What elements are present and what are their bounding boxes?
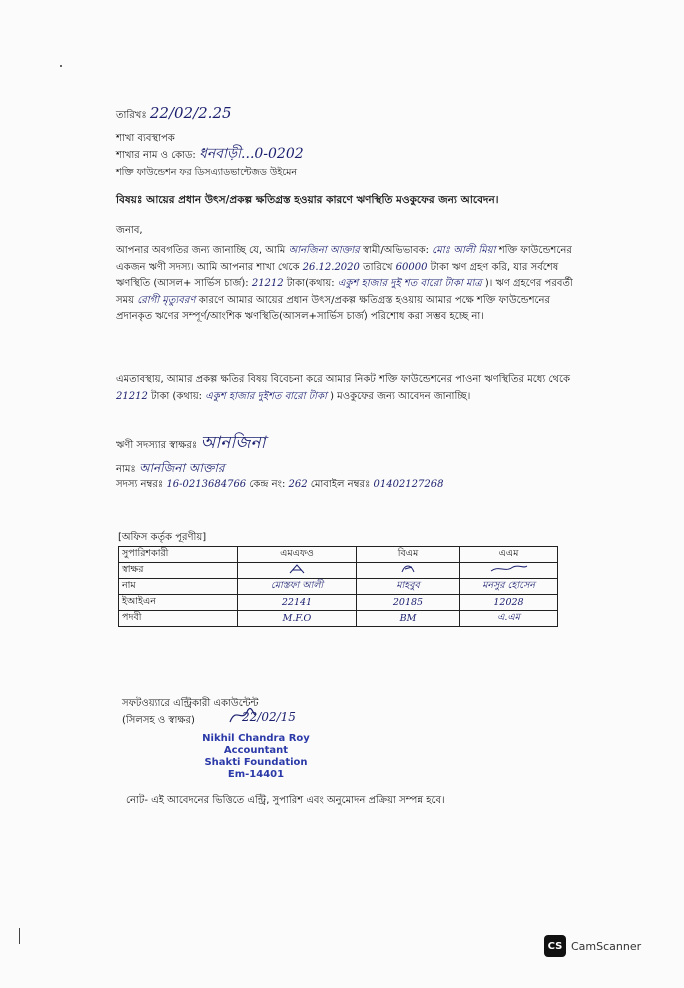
waive-amount-handwritten: 21212: [116, 390, 148, 402]
footer-note: নোট- এই আবেদনের ভিত্তিতে এন্ট্রি, সুপারিশ এবং অনুমোদন প্রক্রিয়া সম্পন্ন হবে।: [126, 795, 445, 806]
guardian-name-handwritten: মোঃ আলী: [432, 245, 476, 256]
member-signature: আনজিনা: [200, 433, 266, 453]
salutation: জনাব,: [116, 225, 143, 236]
scan-edge-mark: [19, 928, 20, 944]
accountant-seal-note: (সিলসহ ও স্বাক্ষর): [122, 715, 195, 726]
member-number: 16-0213684766: [166, 479, 247, 490]
branch-value: ধনবাড়ী...0-0202: [198, 146, 304, 162]
waive-words-handwritten: একুশ হাজার দুইশত বারো টাকা: [205, 390, 327, 402]
mobile-number: 01402127268: [373, 479, 444, 490]
accountant-sign-date: 22/02/15: [242, 710, 296, 724]
organization-line: শক্তি ফাউন্ডেশন ফর ডিসএ্যাডভান্টেজড উইমেন: [116, 167, 298, 178]
member-name: আনজিনা আক্তার: [138, 461, 225, 475]
mfo-signature: [238, 563, 357, 579]
amount-in-words-handwritten: একুশ হাজার দুই শত বারো টাকা মাত্র: [337, 278, 482, 289]
branch-line: [116, 148, 304, 162]
am-signature: [460, 563, 558, 579]
scan-speck: [60, 65, 62, 67]
subject-line: বিষয়ঃ আয়ের প্রধান উৎস/প্রকল্প ক্ষতিগ্রস্ত হওয়ার কারণে ঋণস্থিতি মওকুফের জন্য আবেদন।: [116, 194, 499, 206]
loan-date-handwritten: 26.12.2020: [302, 261, 360, 273]
recipient-title: শাখা ব্যবস্থাপক: [116, 133, 175, 144]
reason-handwritten: রোগী মৃত্যুবরণ: [137, 294, 196, 306]
bm-signature: [357, 563, 460, 579]
applicant-name-handwritten: আনজিনা আক্তার: [288, 245, 360, 256]
accountant-stamp: Nikhil Chandra Roy Accountant Shakti Foundation Em-14401: [202, 733, 310, 780]
loan-amount-handwritten: 60000: [395, 261, 428, 273]
camscanner-watermark: [544, 935, 641, 957]
table-header-row: সুপারিশকারী এমএফও বিএম এএম: [119, 547, 558, 563]
branch-label: শাখার নাম ও কোড:: [116, 150, 196, 161]
application-paragraph-1: আপনার অবগতির জন্য জানাচ্ছি যে, আমি আনজিনা আক্তার স্বামী/অভিভাবক: মোঃ আলী মিয়া শক্তি ফাউন্ডেশনের একজন ঋণী সদস্য। আমি আপনার শাখা থেকে 26.12.2020 তারিখে 60000 টাকা ঋণ গ্রহণ করি, যার সর্বশেষ ঋণস্থিতি (আসল+ সার্ভিস চার্জ): 21212 টাকা(কথায়: একুশ হাজার দুই শত বারো টাকা মাত্র )। ঋণ গ্রহণের পরবর্তী সময় রোগী মৃত্যুবরণ কারণে আমার আয়ের প্রধান উৎস/প্রকল্প ক্ষতিগ্রস্ত হওয়ায় আমার পক্ষে শক্তি ফাউন্ডেশনের প্রদানকৃত ঋণের সম্পূর্ণ/আংশিক ঋণস্থিতি(আসল+সার্ভিস চার্জ) পরিশোধ করা সম্ভব হচ্ছে না।: [116, 245, 573, 322]
camscanner-logo-icon: CS: [544, 935, 566, 957]
member-name-line: নামঃ আনজিনা আক্তার: [116, 461, 225, 475]
table-row-designation: পদবী M.F.O BM এ.এম: [119, 611, 558, 627]
member-signature-line: ঋণী সদস্যার স্বাক্ষরঃ আনজিনা: [116, 433, 266, 453]
center-number: 262: [288, 479, 308, 490]
camscanner-label: CamScanner: [571, 939, 642, 953]
table-row-ein: ইআইএন 22141 20185 12028: [119, 595, 558, 611]
application-paragraph-2: এমতাবস্থায়, আমার প্রকল্প ক্ষতির বিষয় বিবেচনা করে আমার নিকট শক্তি ফাউন্ডেশনের পাওনা ঋণস্থিতির মধ্যে থেকে 21212 টাকা (কথায়: একুশ হাজার দুইশত বারো টাকা ) মওকুফের জন্য আবেদন জানাচ্ছি।: [116, 374, 571, 402]
table-row-signature: স্বাক্ষর: [119, 563, 558, 579]
date-line: [116, 104, 232, 122]
date-label: তারিখঃ: [116, 110, 147, 121]
office-table: [118, 546, 558, 627]
accountant-title: সফটওয়্যারে এন্ট্রিকারী একাউন্টেন্ট: [122, 698, 259, 709]
member-number-line: সদস্য নম্বরঃ 16-0213684766 কেন্দ্র নং: 262 মোবাইল নম্বরঃ 01402127268: [116, 479, 444, 490]
date-value: 22/02/2.25: [149, 104, 232, 122]
balance-handwritten: 21212: [251, 278, 284, 289]
office-section-caption: [অফিস কর্তৃক পূরণীয়]: [118, 532, 207, 543]
table-row-name: নাম মোস্তফা আলী মাহবুব মনসুর হোসেন: [119, 579, 558, 595]
